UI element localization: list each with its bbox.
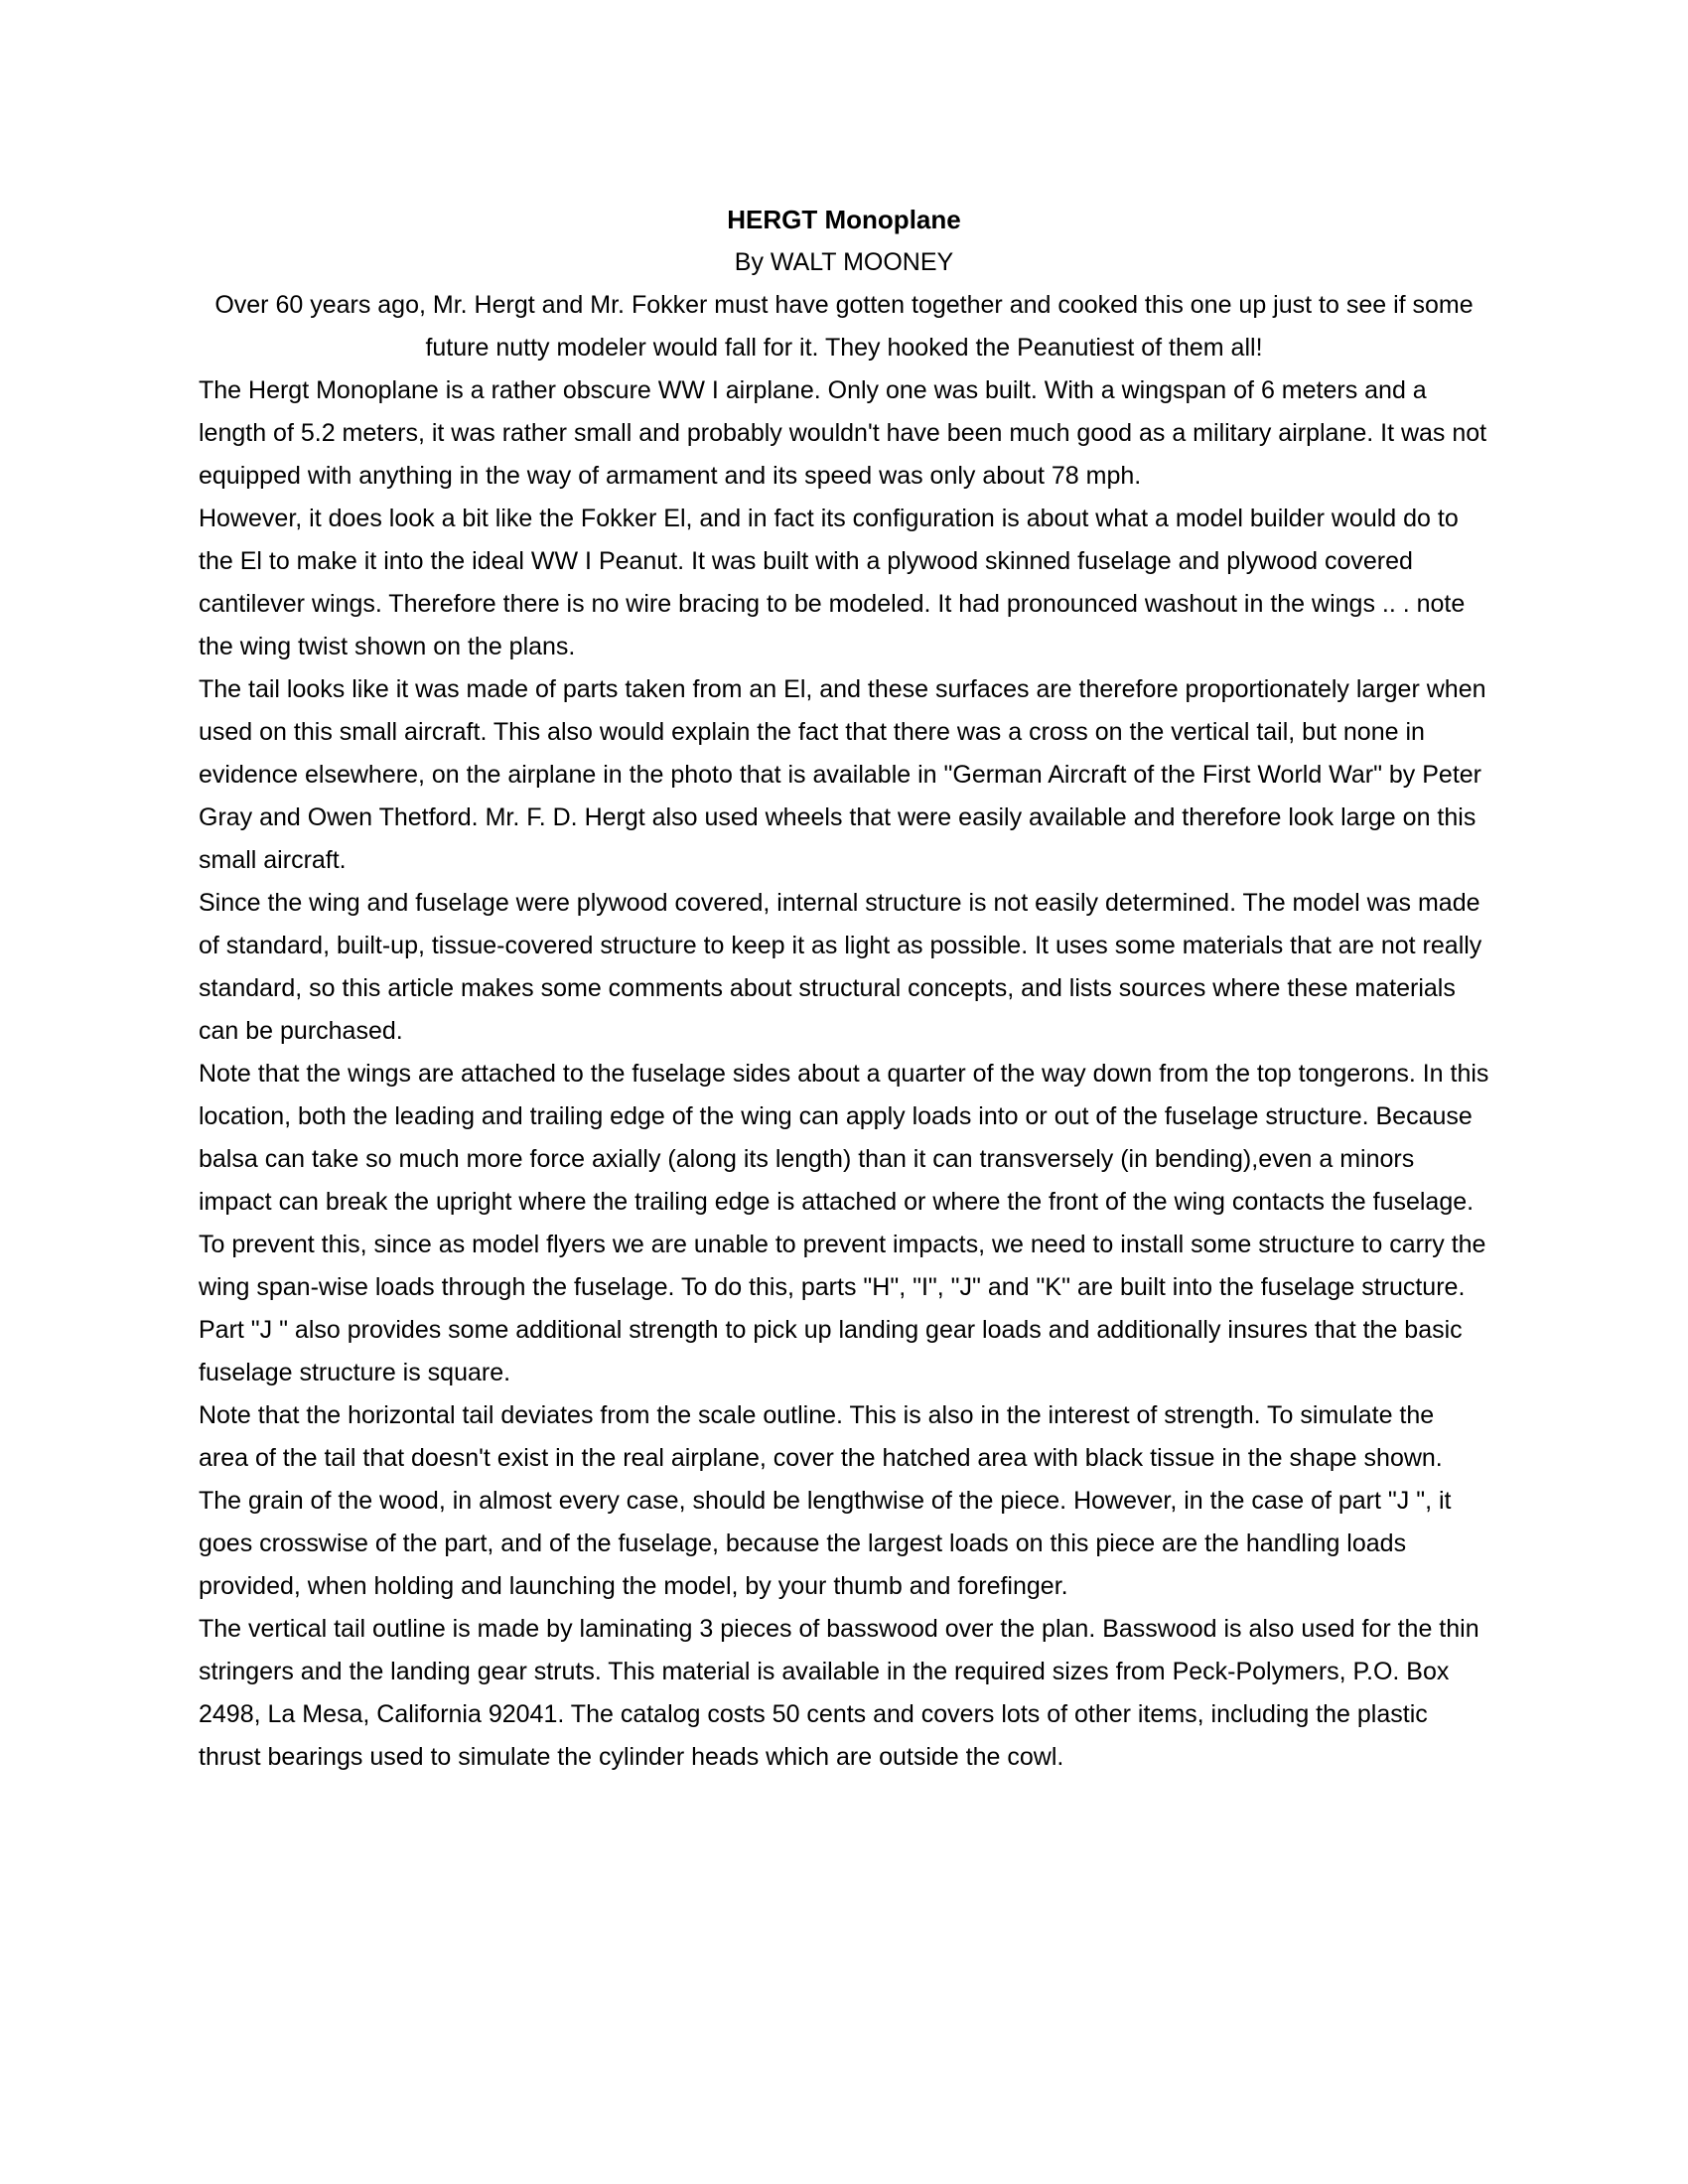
paragraph-specs: The Hergt Monoplane is a rather obscure WW I airplane. Only one was built. With a wingspan of 6 meters and a length of 5.2 meters, it was rather small and probably wouldn't have been much good as a military airplane. It was not equipped with anything in the way of armament and its speed was only about 78 mph. (199, 376, 1487, 490)
document-page (199, 199, 1489, 1779)
paragraph-configuration: However, it does look a bit like the Fokker El, and in fact its configuration is about what a model builder would do to the El to make it into the ideal WW I Peanut. It was built with a plywood skinned fuselage and plywood covered cantilever wings. Therefore there is no wire bracing to be modeled. It had pronounced washout in the wings .. . note the wing twist shown on the plans. (199, 505, 1466, 660)
paragraph-wing-attachment: Note that the wings are attached to the fuselage sides about a quarter of the way down from the top tongerons. In this location, both the leading and trailing edge of the wing can apply loads into or out of the fuselage structure. Because balsa can take so much more force axially (along its length) than it can transversely (in bending),even a minors impact can break the upright where the trailing edge is attached or where the front of the wing contacts the fuselage. To prevent this, since as model flyers we are unable to prevent impacts, we need to install some structure to carry the wing span-wise loads through the fuselage. To do this, parts "H", "I", "J" and "K" are built into the fuselage structure. Part "J " also provides some additional strength to pick up landing gear loads and additionally insures that the basic fuselage structure is square. (199, 1060, 1489, 1386)
article-intro: Over 60 years ago, Mr. Hergt and Mr. Fokker must have gotten together and cooked this one up just to see if some future nutty modeler would fall for it. They hooked the Peanutiest of them all! (214, 291, 1474, 362)
paragraph-tail: The tail looks like it was made of parts taken from an El, and these surfaces are therefore proportionately larger when used on this small aircraft. This also would explain the fact that there was a cross on the vertical tail, but none in evidence elsewhere, on the airplane in the photo that is available in "German Aircraft of the First World War" by Peter Gray and Owen Thetford. Mr. F. D. Hergt also used wheels that were easily available and therefore look large on this small aircraft. (199, 675, 1486, 874)
paragraph-wood-grain: The grain of the wood, in almost every case, should be lengthwise of the piece. However, in the case of part "J ", it goes crosswise of the part, and of the fuselage, because the largest loads on this piece are the handling loads provided, when holding and launching the model, by your thumb and forefinger. (199, 1487, 1452, 1600)
paragraph-vertical-tail: The vertical tail outline is made by laminating 3 pieces of basswood over the plan. Basswood is also used for the thin stringers and the landing gear struts. This material is available in the required sizes from Peck-Polymers, P.O. Box 2498, La Mesa, California 92041. The catalog costs 50 cents and covers lots of other items, including the plastic thrust bearings used to simulate the cylinder heads which are outside the cowl. (199, 1615, 1479, 1771)
paragraph-horizontal-tail: Note that the horizontal tail deviates from the scale outline. This is also in the interest of strength. To simulate the area of the tail that doesn't exist in the real airplane, cover the hatched area with black tissue in the shape shown. (199, 1401, 1443, 1472)
paragraph-structure: Since the wing and fuselage were plywood covered, internal structure is not easily determined. The model was made of standard, built-up, tissue-covered structure to keep it as light as possible. It uses some materials that are not really standard, so this article makes some comments about structural concepts, and lists sources where these materials can be purchased. (199, 889, 1482, 1045)
article-title: HERGT Monoplane (727, 205, 961, 234)
article-byline: By WALT MOONEY (734, 248, 954, 276)
